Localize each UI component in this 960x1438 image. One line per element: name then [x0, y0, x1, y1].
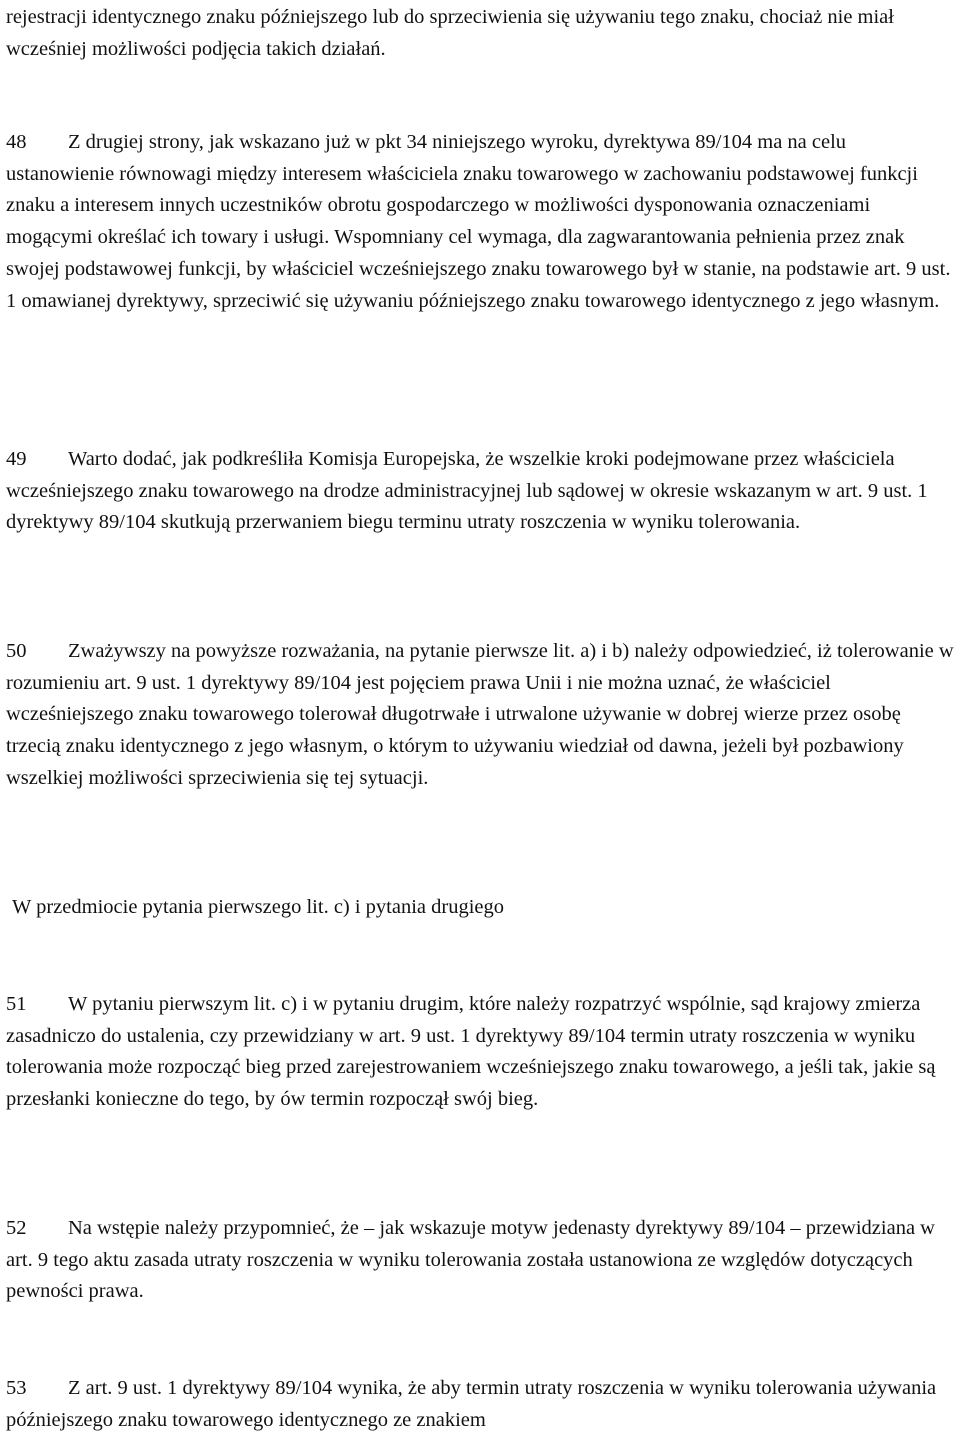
paragraph-text: Warto dodać, jak podkreśliła Komisja Europejska, że wszelkie kroki podejmowane przez właściciela wcześniejszego znaku towarowego na drodze administracyjnej lub sądowej w okresie wskazanym w art. 9 ust. 1 dyrektywy 89/104 skutkują przerwaniem biegu terminu utraty roszczenia w wyniku tolerowania.	[6, 448, 928, 534]
paragraph-number: 50	[6, 640, 27, 662]
paragraph-number: 48	[6, 131, 27, 153]
paragraph-text: Zważywszy na powyższe rozważania, na pytanie pierwsze lit. a) i b) należy odpowiedzieć, iż tolerowanie w rozumieniu art. 9 ust. 1 dyrektywy 89/104 jest pojęciem prawa Unii i nie można uznać, że właściciel wcześniejszego znaku towarowego tolerował długotrwałe i utrwalone używanie w dobrej wierze przez osobę trzecią znaku identycznego z jego własnym, o którym to używaniu wiedział od dawna, jeżeli był pozbawiony wszelkiej możliwości sprzeciwienia się tej sytuacji.	[6, 640, 954, 789]
fragment-paragraph: rejestracji identycznego znaku późniejszego lub do sprzeciwienia się używaniu tego znaku, chociaż nie miał wcześniej możliwości podjęcia takich działań.	[6, 6, 894, 60]
paragraph-text: Na wstępie należy przypomnieć, że – jak wskazuje motyw jedenasty dyrektywy 89/104 – przewidziana w art. 9 tego aktu zasada utraty roszczenia w wyniku tolerowania została ustanowiona ze względów dotyczących pewności prawa.	[6, 1217, 935, 1303]
paragraph-52	[6, 1213, 956, 1308]
paragraph-number: 51	[6, 993, 27, 1015]
paragraph-text: W pytaniu pierwszym lit. c) i w pytaniu drugim, które należy rozpatrzyć wspólnie, sąd krajowy zmierza zasadniczo do ustalenia, czy przewidziany w art. 9 ust. 1 dyrektywy 89/104 termin utraty roszczenia w wyniku tolerowania może rozpocząć bieg przed zarejestrowaniem wcześniejszego znaku towarowego, a jeśli tak, jakie są przesłanki konieczne do tego, by ów termin rozpoczął swój bieg.	[6, 993, 936, 1111]
section-heading: W przedmiocie pytania pierwszego lit. c) i pytania drugiego	[12, 896, 505, 918]
paragraph-number: 53	[6, 1377, 27, 1399]
paragraph-51	[6, 989, 956, 1116]
paragraph-49	[6, 444, 956, 539]
paragraph-text: Z drugiej strony, jak wskazano już w pkt 34 niniejszego wyroku, dyrektywa 89/104 ma na celu ustanowienie równowagi między interesem właściciela znaku towarowego w zachowaniu podstawowej funkcji znaku a interesem innych uczestników obrotu gospodarczego w możliwości dysponowania oznaczeniami mogącymi określać ich towary i usługi. Wspomniany cel wymaga, dla zagwarantowania pełnienia przez znak swojej podstawowej funkcji, by właściciel wcześniejszego znaku towarowego był w stanie, na podstawie art. 9 ust. 1 omawianej dyrektywy, sprzeciwić się używaniu późniejszego znaku towarowego identycznego z jego własnym.	[6, 131, 951, 312]
paragraph-48	[6, 127, 956, 317]
paragraph-53	[6, 1373, 956, 1436]
paragraph-text: Z art. 9 ust. 1 dyrektywy 89/104 wynika, że aby termin utraty roszczenia w wyniku tolerowania używania późniejszego znaku towarowego identycznego ze znakiem	[6, 1377, 937, 1431]
paragraph-50	[6, 636, 956, 795]
paragraph-number: 49	[6, 448, 27, 470]
paragraph-number: 52	[6, 1217, 27, 1239]
